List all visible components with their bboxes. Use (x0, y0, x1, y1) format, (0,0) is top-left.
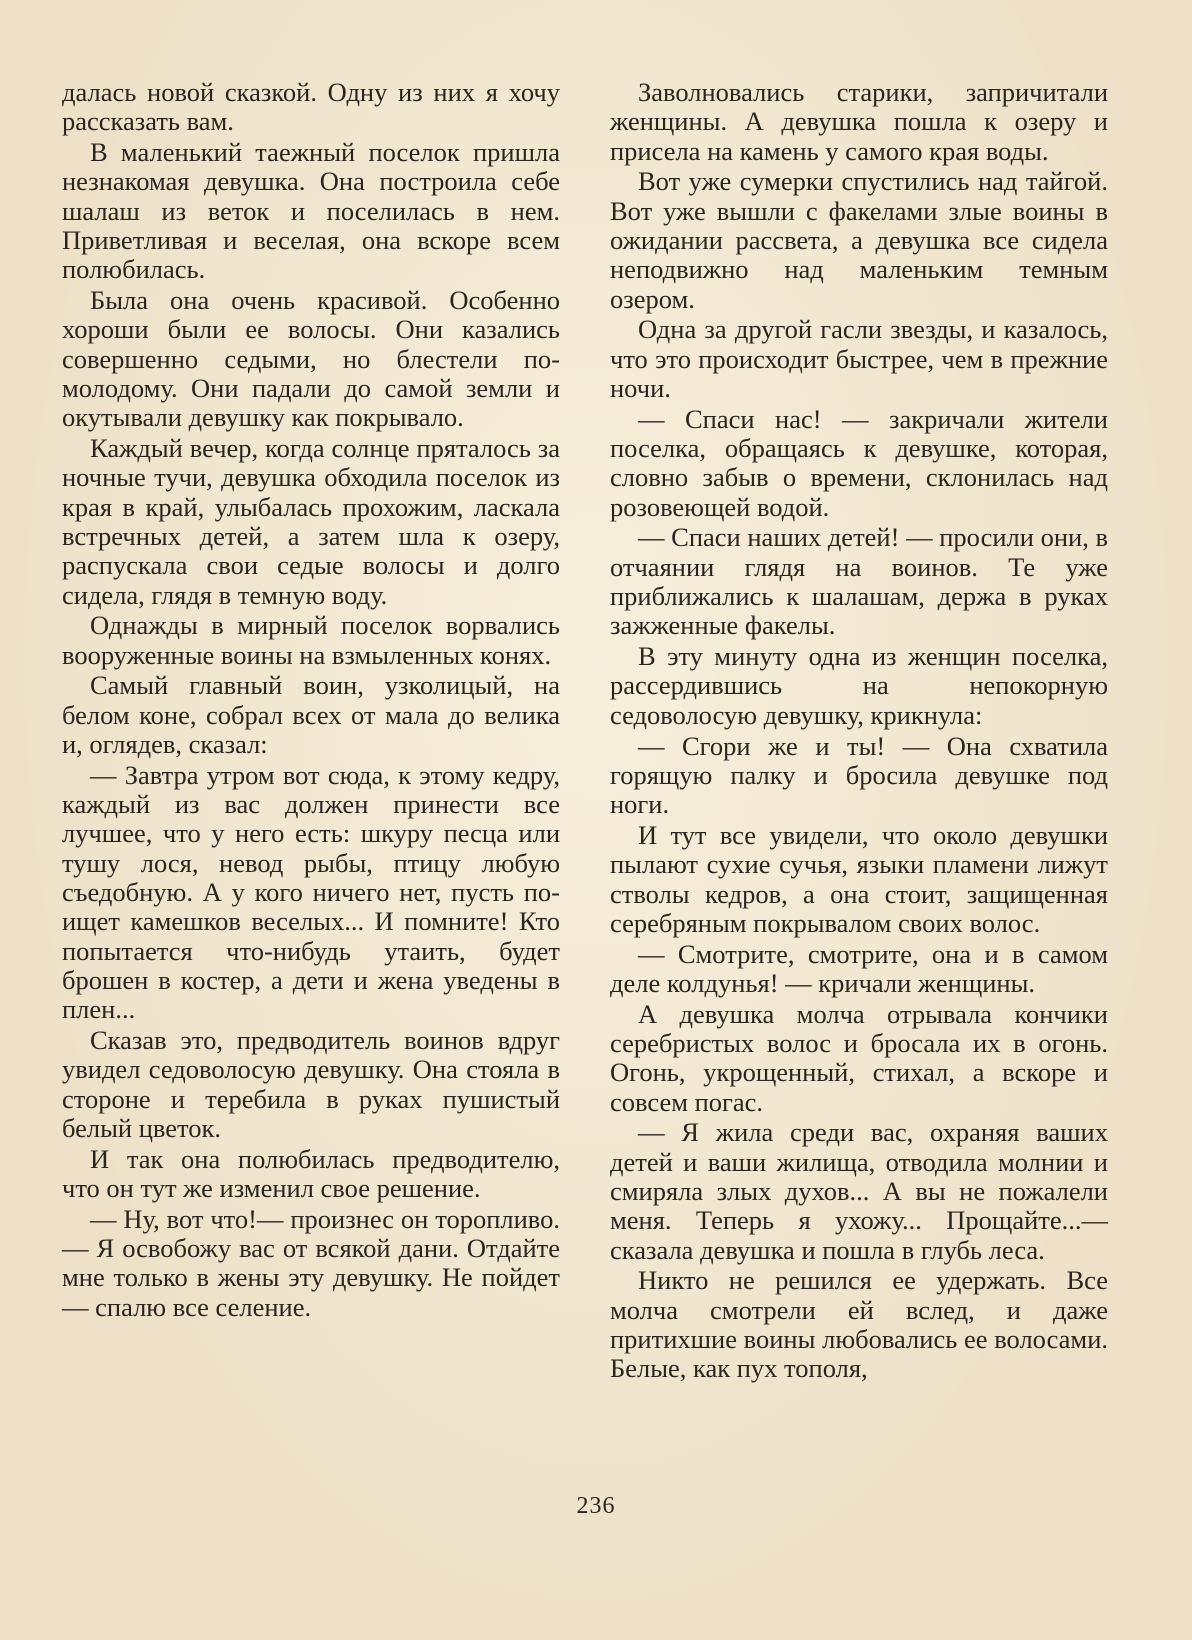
paragraph: В маленький таежный поселок пришла незнакомая девушка. Она построила себе шалаш из веток и поселилась в нем. Приветливая и веселая, она вскоре всем полюбилась. (62, 137, 560, 285)
paragraph: И так она полюбилась предводителю, что он тут же изменил свое решение. (62, 1143, 560, 1203)
paragraph: Сказав это, предводитель воинов вдруг увидел седоволосую девушку. Она стояла в стороне и теребила в руках пушистый белый цветок. (62, 1025, 560, 1143)
paragraph: — Спаси нас! — закричали жители поселка, обращаясь к девушке, которая, словно забыв о времени, склонилась над розовеющей водой. (610, 403, 1108, 522)
paragraph: Была она очень красивой. Особенно хороши были ее волосы. Они казались совершенно седыми, но блестели по-молодому. Они падали до самой земли и окутывали девушку как покрывало. (62, 285, 560, 433)
paragraph: Одна за другой гасли звезды, и казалось, что это происходит быстрее, чем в прежние ночи. (610, 314, 1108, 403)
paragraph: А девушка молча отрывала кончики серебристых волос и бросала их в огонь. Огонь, укрощенный, стихал, а вскоре и совсем погас. (610, 998, 1108, 1117)
paragraph: Однажды в мирный поселок ворвались вооруженные воины на взмыленных конях. (62, 610, 560, 670)
right-column (610, 78, 1108, 1385)
left-column (62, 78, 560, 1323)
paragraph: Вот уже сумерки спустились над тайгой. Вот уже вышли с факелами злые воины в ожидании рассвета, а девушка все сидела неподвижно над маленьким темным озером. (610, 166, 1108, 314)
paragraph: — Смотрите, смотрите, она и в самом деле колдунья! — кричали женщины. (610, 938, 1108, 998)
paragraph: Каждый вечер, когда солнце пряталось за ночные тучи, девушка обходила поселок из края в край, улыбалась прохожим, ласкала встречных детей, а затем шла к озеру, распускала свои седые волосы и долго сидела, глядя в темную воду. (62, 433, 560, 610)
paragraph: Самый главный воин, узколицый, на белом коне, собрал всех от мала до велика и, оглядев, сказал: (62, 670, 560, 760)
page-number: 236 (576, 1493, 616, 1519)
paragraph: И тут все увидели, что около девушки пылают сухие сучья, языки пламени лижут стволы кедров, а она стоит, защищенная серебряным покрывалом своих волос. (610, 819, 1108, 938)
paragraph: — Завтра утром вот сюда, к этому кедру, каждый из вас должен принести все лучшее, что у него есть: шкуру песца или тушу лося, невод рыбы, птицу любую съедобную. А у кого ничего нет, пусть поищет камешков веселых... И помните! Кто попытается что-нибудь утаить, будет брошен в костер, а дети и жена уведены в плен... (62, 759, 560, 1025)
paragraph: — Сгори же и ты! — Она схватила горящую палку и бросила девушке под ноги. (610, 730, 1108, 820)
paragraph: Заволновались старики, запричитали женщины. А девушка пошла к озеру и присела на камень у самого края воды. (610, 77, 1108, 166)
paragraph: — Я жила среди вас, охраняя ваших детей и ваши жилища, отводила молнии и смиряла злых духов... А вы не пожалели меня. Теперь я ухожу... Прощайте...— сказала девушка и пошла в глубь леса. (610, 1117, 1108, 1265)
paragraph: В эту минуту одна из женщин поселка, рассердившись на непокорную седоволосую девушку, крикнула: (610, 641, 1108, 730)
paragraph: далась новой сказкой. Одну из них я хочу рассказать вам. (62, 77, 560, 137)
paragraph: — Ну, вот что!— произнес он торопливо.— Я освобожу вас от всякой дани. Отдайте мне только в жены эту девушку. Не пойдет — спалю все селение. (62, 1203, 560, 1322)
paragraph: — Спаси наших детей! — просили они, в отчаянии глядя на воинов. Те уже приближались к шалашам, держа в руках зажженные факелы. (610, 522, 1108, 641)
paragraph: Никто не решился ее удержать. Все молча смотрели ей вслед, и даже притихшие воины любовались ее волосами. Белые, как пух тополя, (610, 1265, 1108, 1384)
